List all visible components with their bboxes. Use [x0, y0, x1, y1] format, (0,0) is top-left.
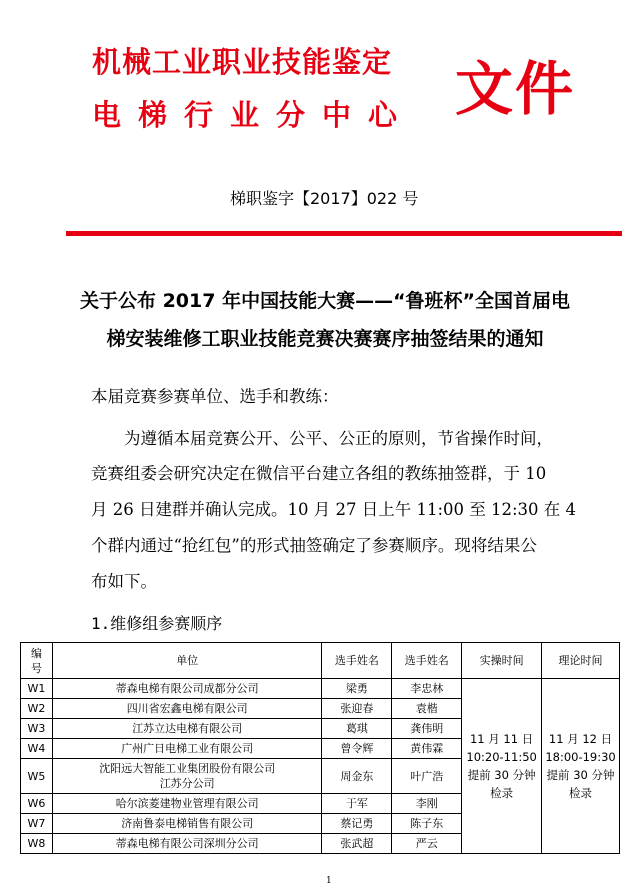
org-name-line2: 电梯行业分中心	[92, 98, 415, 132]
row-player2: 龚伟明	[392, 719, 462, 739]
row-player2: 黄伟霖	[392, 739, 462, 759]
practice-time-cell	[462, 679, 542, 854]
body-line: 竞赛组委会研究决定在微信平台建立各组的教练抽签群，于 10	[91, 464, 547, 483]
salutation: 本届竞赛参赛单位、选手和教练：	[91, 387, 339, 406]
header-theory-time: 理论时间	[542, 643, 620, 679]
row-unit: 沈阳远大智能工业集团股份有限公司 江苏分公司	[52, 759, 321, 794]
org-name-line1: 机械工业职业技能鉴定	[92, 45, 393, 79]
theory-time-cell	[542, 679, 620, 854]
row-unit: 江苏立达电梯有限公司	[52, 719, 321, 739]
row-unit: 四川省宏鑫电梯有限公司	[52, 699, 321, 719]
body-line: 月 26 日建群并确认完成。10 月 27 日上午 11:00 至 12:30 在 4	[91, 500, 577, 519]
body-line: 个群内通过“抢红包”的形式抽签确定了参赛顺序。现将结果公	[91, 536, 537, 555]
table-row	[21, 679, 620, 699]
row-player1: 葛琪	[322, 719, 392, 739]
document-type: 文件	[455, 55, 576, 123]
row-no: W7	[21, 814, 53, 834]
practice-date: 11 月 11 日	[469, 732, 534, 746]
header-practice-time: 实操时间	[462, 643, 542, 679]
red-divider	[66, 231, 622, 236]
row-player1: 张迎春	[322, 699, 392, 719]
section-title: 1.维修组参赛顺序	[91, 614, 223, 633]
body-line: 为遵循本届竞赛公开、公平、公正的原则，节省操作时间，	[124, 429, 553, 448]
row-player2: 严云	[392, 834, 462, 854]
theory-note: 提前 30 分钟	[546, 768, 615, 782]
row-unit: 蒂森电梯有限公司深圳分公司	[52, 834, 321, 854]
header-player2: 选手姓名	[392, 643, 462, 679]
header-player1: 选手姓名	[322, 643, 392, 679]
table-header-row	[21, 643, 620, 679]
row-no: W2	[21, 699, 53, 719]
order-table	[20, 642, 620, 854]
row-player1: 曾令辉	[322, 739, 392, 759]
row-player1: 蔡记勇	[322, 814, 392, 834]
row-unit: 广州广日电梯工业有限公司	[52, 739, 321, 759]
theory-date: 11 月 12 日	[548, 732, 613, 746]
row-unit: 济南鲁泰电梯销售有限公司	[52, 814, 321, 834]
theory-time: 18:00-19:30	[545, 750, 616, 764]
page-number: 1	[326, 876, 332, 886]
practice-note: 提前 30 分钟	[467, 768, 536, 782]
practice-time: 10:20-11:50	[466, 750, 537, 764]
row-player2: 李忠林	[392, 679, 462, 699]
row-player1: 于军	[322, 794, 392, 814]
row-player2: 叶广浩	[392, 759, 462, 794]
row-no: W4	[21, 739, 53, 759]
notice-title-line2: 梯安装维修工职业技能竞赛决赛赛序抽签结果的通知	[106, 328, 544, 350]
row-unit: 蒂森电梯有限公司成都分公司	[52, 679, 321, 699]
theory-note2: 检录	[569, 786, 593, 800]
row-no: W8	[21, 834, 53, 854]
row-player1: 张武超	[322, 834, 392, 854]
row-player2: 袁楷	[392, 699, 462, 719]
document-number: 梯职鉴字【2017】022 号	[230, 189, 419, 208]
row-no: W5	[21, 759, 53, 794]
row-no: W3	[21, 719, 53, 739]
row-no: W6	[21, 794, 53, 814]
row-player1: 周金东	[322, 759, 392, 794]
practice-note2: 检录	[490, 786, 514, 800]
body-line: 布如下。	[91, 572, 157, 591]
row-player2: 李刚	[392, 794, 462, 814]
notice-title-line1: 关于公布 2017 年中国技能大赛——“鲁班杯”全国首届电	[79, 290, 571, 312]
row-player1: 梁勇	[322, 679, 392, 699]
header-unit: 单位	[52, 643, 321, 679]
row-player2: 陈子东	[392, 814, 462, 834]
header-no: 编号	[21, 643, 53, 679]
row-unit: 哈尔滨菱建物业管理有限公司	[52, 794, 321, 814]
row-no: W1	[21, 679, 53, 699]
